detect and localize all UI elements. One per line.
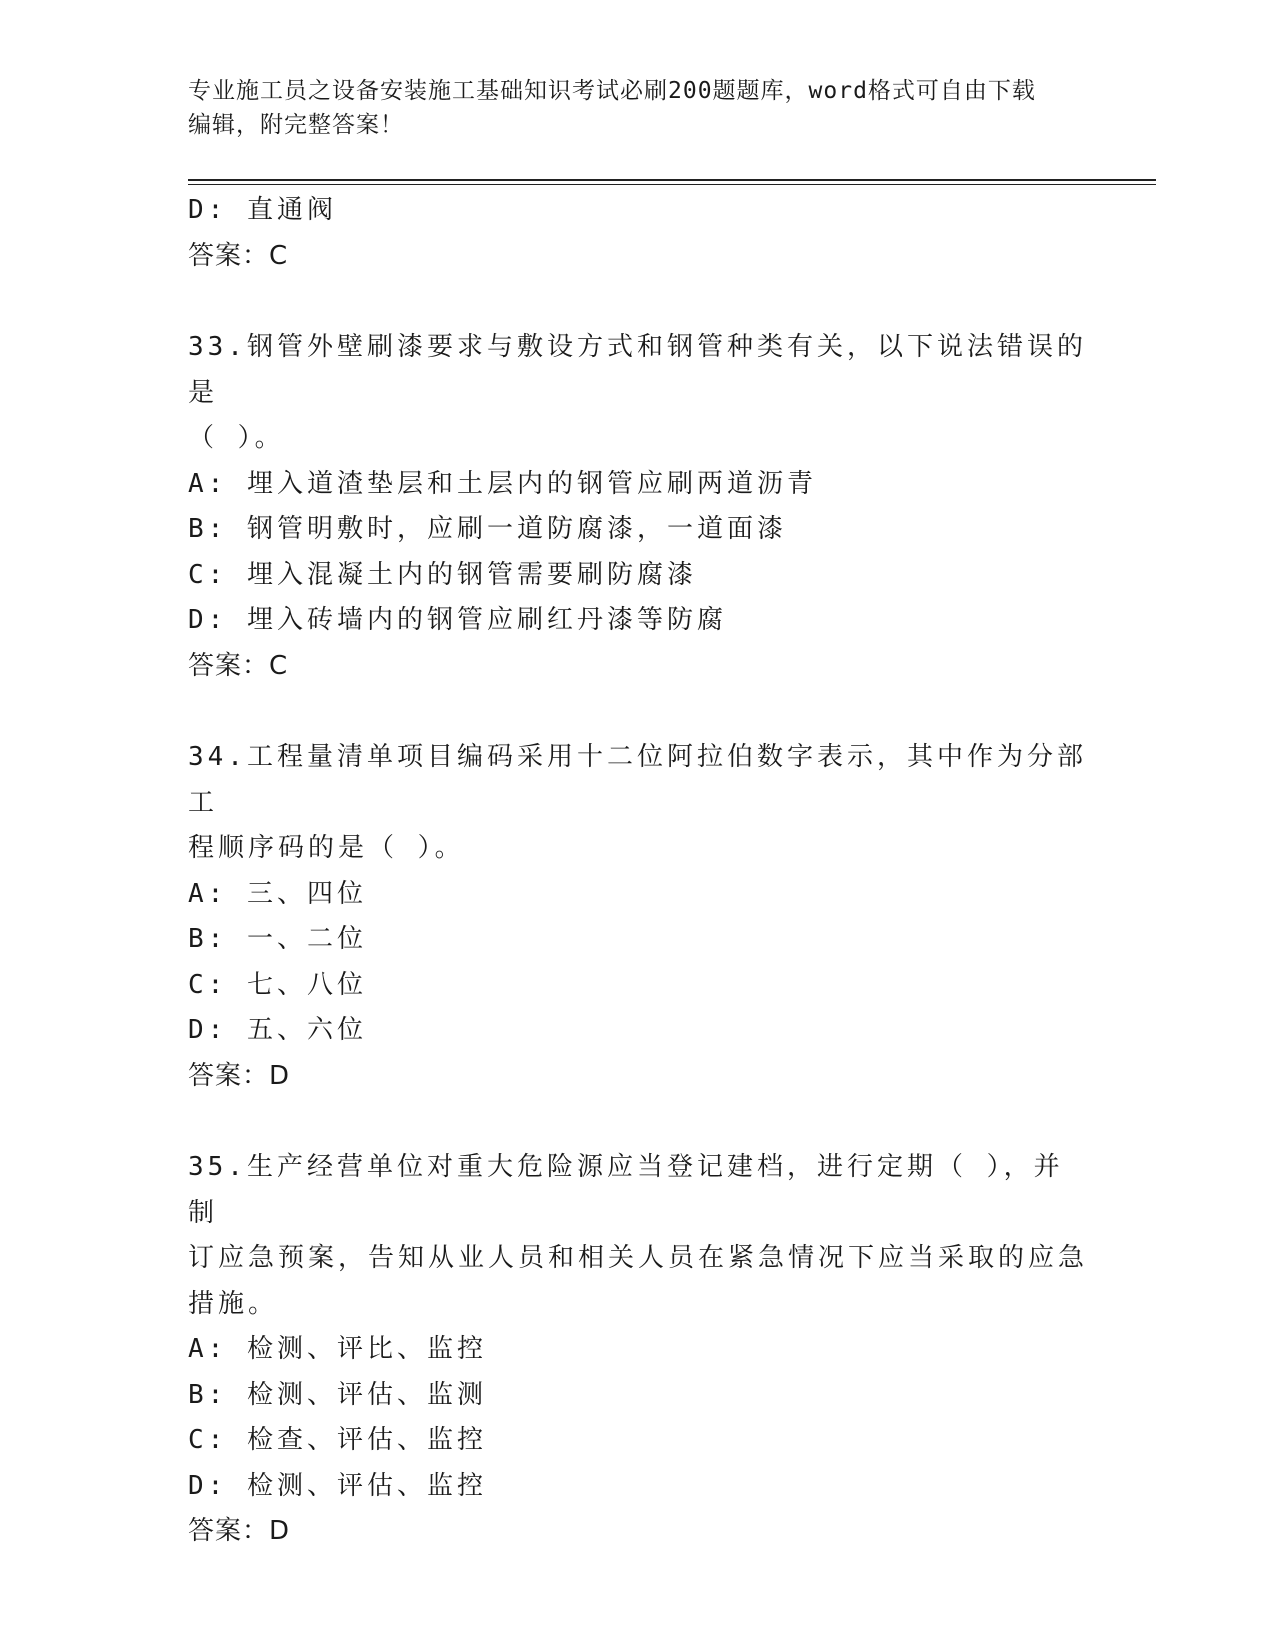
option-a: A: 三、四位 <box>188 878 367 909</box>
question-35 <box>188 1145 1088 1555</box>
option-d: D: 埋入砖墙内的钢管应刷红丹漆等防腐 <box>188 605 727 635</box>
answer-line: 答案：D <box>188 1516 291 1546</box>
option-a: A: 埋入道渣垫层和土层内的钢管应刷两道沥青 <box>188 468 817 499</box>
option-c: C: 七、八位 <box>188 969 367 1000</box>
answer-line: 答案：C <box>188 240 289 271</box>
option-a: A: 检测、评比、监控 <box>188 1334 487 1364</box>
spacer <box>188 279 1088 325</box>
option-c: C: 检查、评估、监控 <box>188 1425 487 1455</box>
question-32-tail <box>188 188 1088 279</box>
option-d: D: 直通阀 <box>188 195 337 225</box>
spacer <box>188 1099 1088 1145</box>
header-line-1: 专业施工员之设备安装施工基础知识考试必刷200题题库，word格式可自由下载 <box>188 78 1036 104</box>
question-stem: 33.钢管外壁刷漆要求与敷设方式和钢管种类有关，以下说法错误的是 <box>188 332 1087 408</box>
option-d: D: 检测、评估、监控 <box>188 1470 487 1501</box>
answer-line: 答案：D <box>188 1060 291 1091</box>
question-list <box>188 188 1088 1555</box>
header-divider-thin <box>188 184 1156 185</box>
option-c: C: 埋入混凝土内的钢管需要刷防腐漆 <box>188 559 697 590</box>
header-divider-thick <box>188 179 1156 181</box>
spacer <box>188 689 1088 735</box>
option-b: B: 钢管明敷时，应刷一道防腐漆，一道面漆 <box>188 514 787 544</box>
answer-line: 答案：C <box>188 650 289 681</box>
option-b: B: 一、二位 <box>188 924 367 954</box>
header-line-2: 编辑，附完整答案！ <box>188 112 404 138</box>
question-stem: 34.工程量清单项目编码采用十二位阿拉伯数字表示，其中作为分部工 <box>188 742 1087 818</box>
question-stem: （ ）。 <box>188 423 285 453</box>
question-stem: 程顺序码的是（ ）。 <box>188 833 465 863</box>
question-stem: 35.生产经营单位对重大危险源应当登记建档，进行定期（ ），并制 <box>188 1152 1064 1228</box>
option-d: D: 五、六位 <box>188 1015 367 1045</box>
document-header <box>188 74 1088 142</box>
question-33 <box>188 325 1088 689</box>
question-stem: 措施。 <box>188 1288 279 1319</box>
question-stem: 订应急预案，告知从业人员和相关人员在紧急情况下应当采取的应急 <box>188 1243 1089 1273</box>
question-34 <box>188 735 1088 1099</box>
option-b: B: 检测、评估、监测 <box>188 1379 487 1410</box>
